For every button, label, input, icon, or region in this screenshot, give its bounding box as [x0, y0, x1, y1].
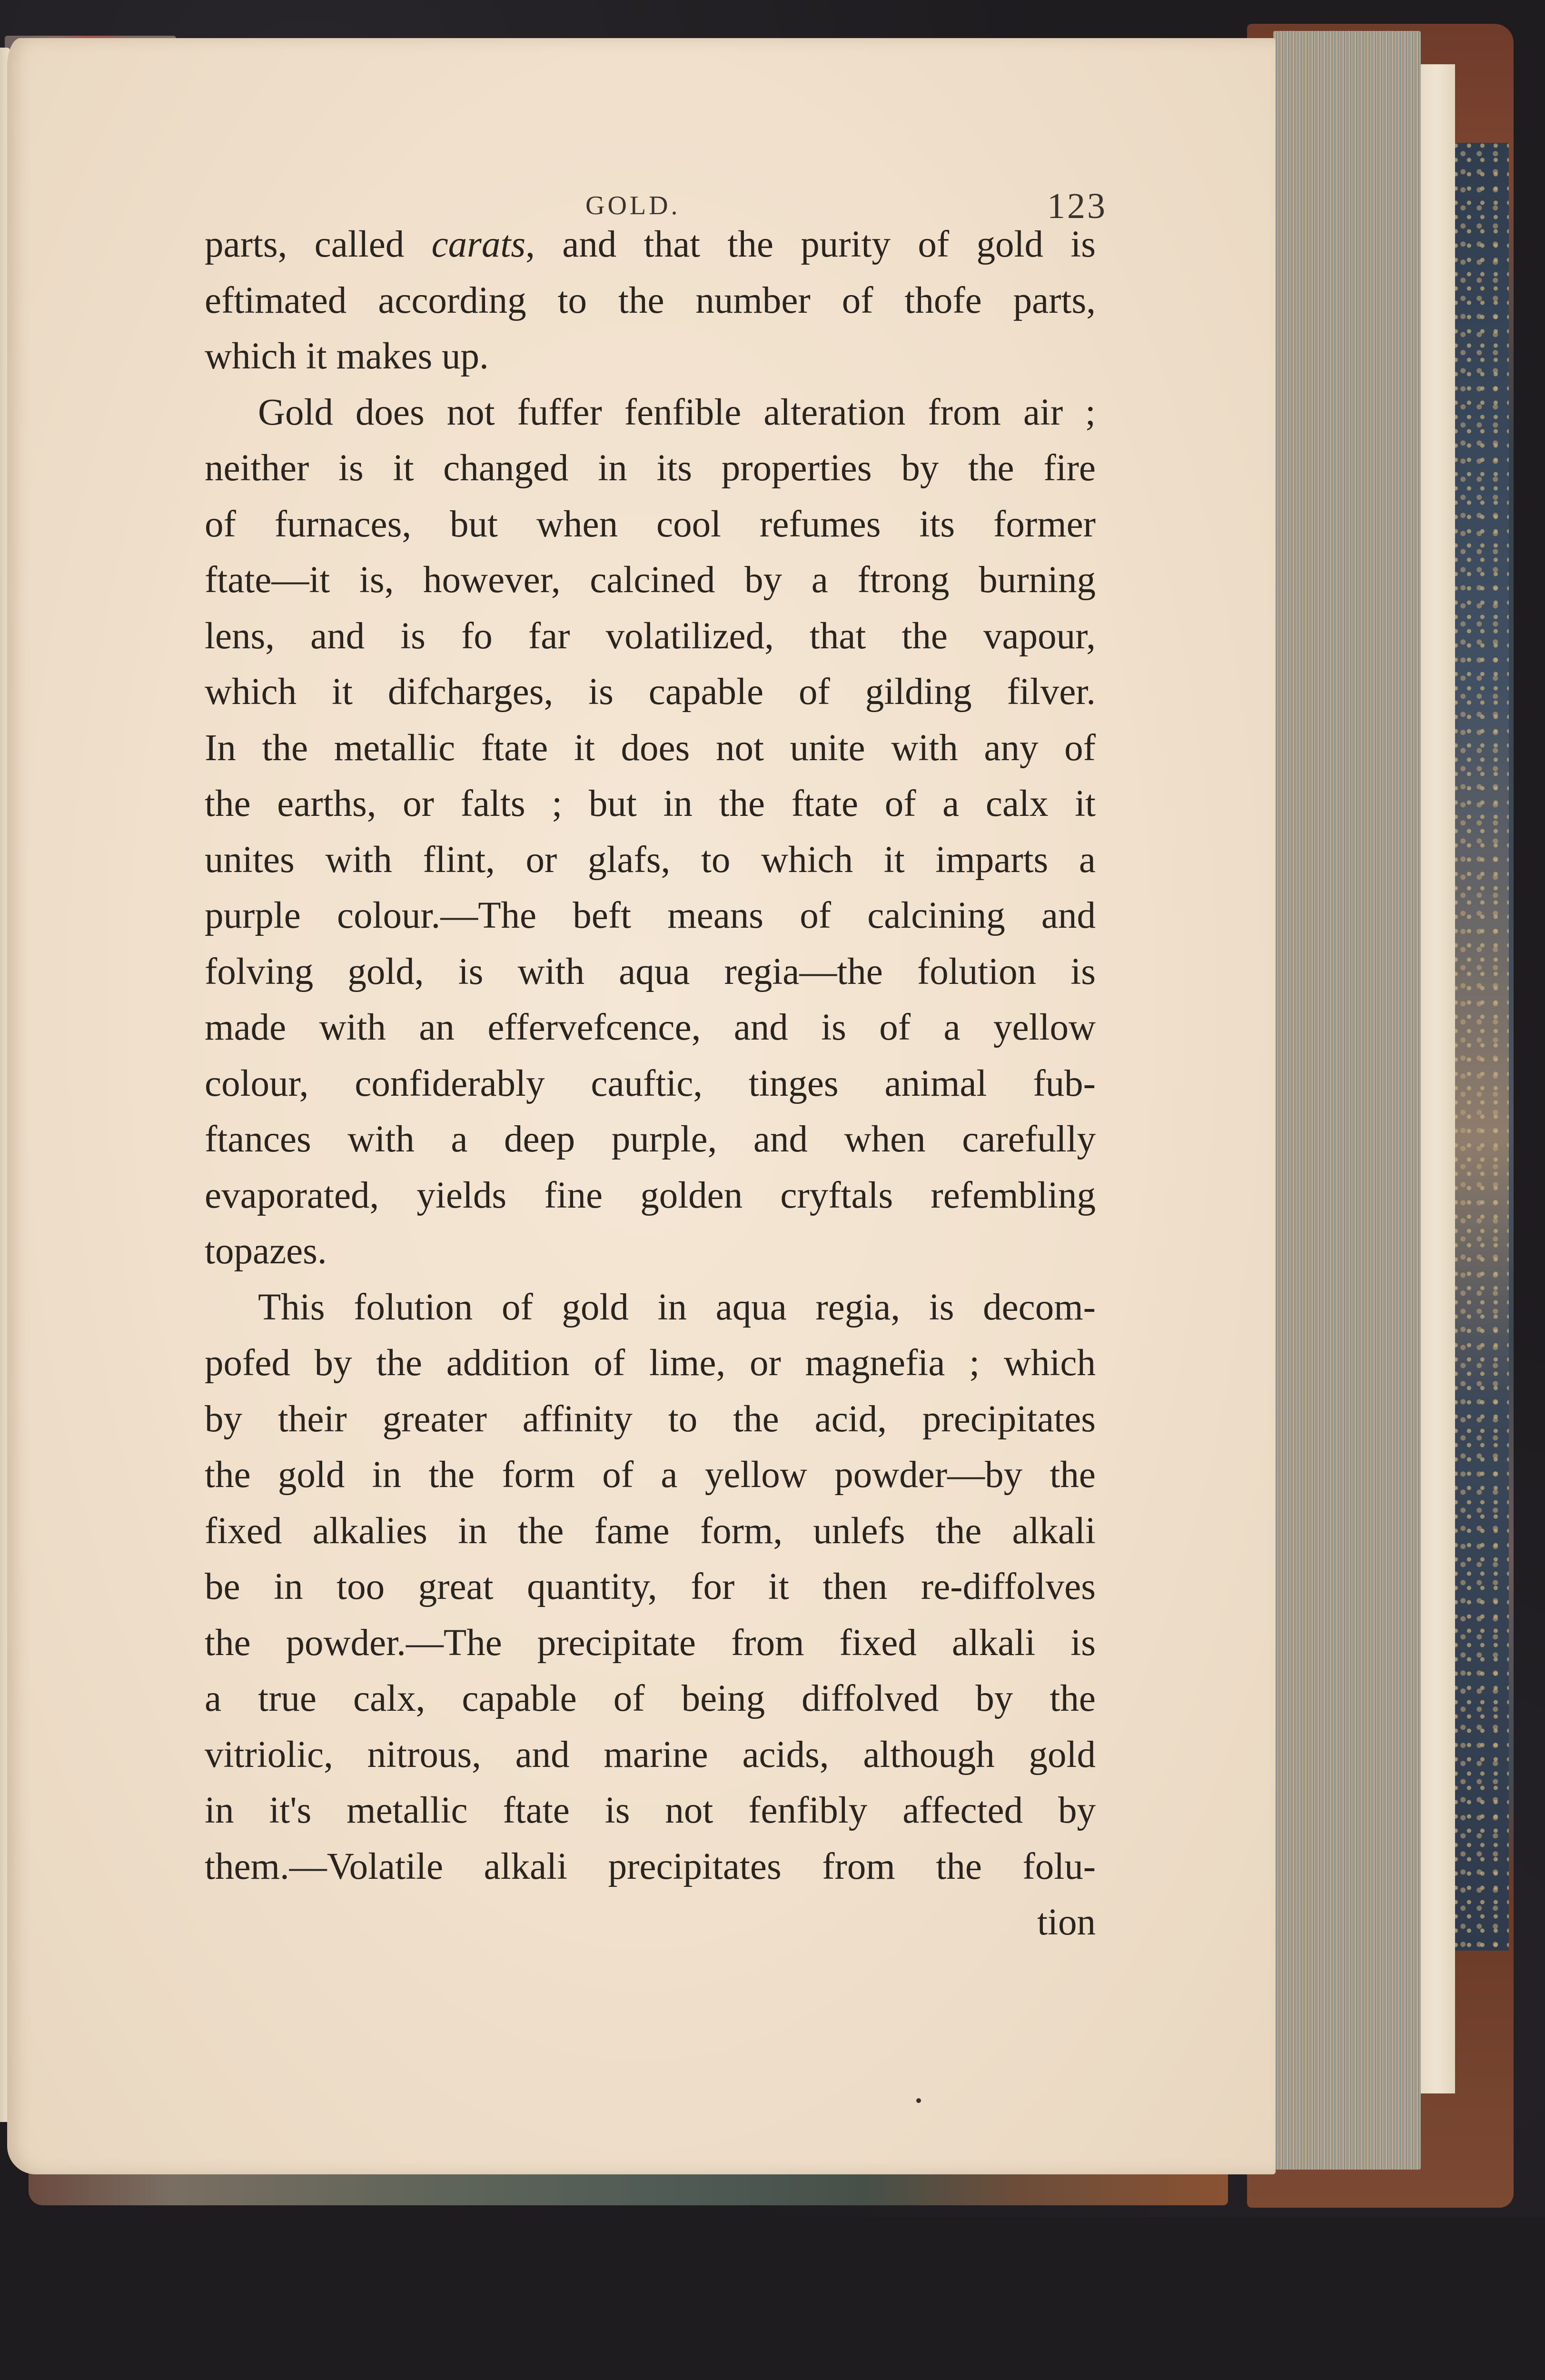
text-segment: colour, confiderably cauftic, tinges animal fub-	[205, 1062, 1096, 1104]
italic-term: carats	[431, 224, 526, 265]
text-line	[205, 440, 1096, 496]
text-line	[205, 385, 1096, 441]
text-segment: In the metallic ftate it does not unite with any of	[205, 727, 1096, 769]
text-line	[205, 1111, 1096, 1168]
marbled-cover-paper	[1452, 143, 1509, 1951]
signature-mark	[916, 2098, 921, 2103]
text-segment: purple colour.—The beft means of calcining and	[205, 895, 1096, 936]
catchword	[205, 1894, 1096, 1951]
text-segment: parts, called	[205, 224, 432, 265]
book-page	[7, 38, 1276, 2174]
text-line	[205, 1447, 1096, 1503]
text-line	[205, 1671, 1096, 1727]
text-line	[205, 1335, 1096, 1391]
text-segment: unites with flint, or glafs, to which it imparts a	[205, 839, 1096, 881]
text-segment: vitriolic, nitrous, and marine acids, although gold	[205, 1734, 1096, 1775]
text-line	[205, 776, 1096, 832]
page-number: 123	[1047, 186, 1107, 226]
text-line	[205, 1503, 1096, 1559]
text-segment: which it makes up.	[205, 336, 489, 377]
text-segment: the gold in the form of a yellow powder—by the	[205, 1454, 1096, 1496]
text-segment: topazes.	[205, 1230, 327, 1272]
text-segment: fixed alkalies in the fame form, unlefs the alkali	[205, 1510, 1096, 1552]
text-segment: by their greater affinity to the acid, precipitates	[205, 1398, 1096, 1440]
text-line	[205, 608, 1096, 664]
text-line	[205, 552, 1096, 608]
text-line	[205, 832, 1096, 888]
text-line	[205, 1000, 1096, 1056]
text-line	[205, 328, 1096, 385]
text-segment: neither is it changed in its properties by the fire	[205, 447, 1096, 489]
text-line	[205, 1839, 1096, 1895]
text-segment: which it difcharges, is capable of gilding filver.	[205, 671, 1096, 713]
text-segment: Gold does not fuffer fenfible alteration from air ;	[258, 391, 1096, 433]
text-segment: in it's metallic ftate is not fenfibly affected by	[205, 1790, 1096, 1831]
text-line	[205, 1783, 1096, 1839]
text-line	[205, 1727, 1096, 1783]
text-segment: made with an effervefcence, and is of a yellow	[205, 1007, 1096, 1048]
text-line	[205, 217, 1096, 273]
text-segment: evaporated, yields fine golden cryftals refembling	[205, 1174, 1096, 1216]
text-segment: , and that the purity of gold is	[525, 224, 1096, 265]
text-segment: of furnaces, but when cool refumes its former	[205, 503, 1096, 545]
text-segment: ftances with a deep purple, and when carefully	[205, 1119, 1096, 1160]
text-line	[205, 1559, 1096, 1615]
text-line	[205, 1223, 1096, 1279]
text-segment: tion	[1037, 1902, 1096, 1943]
text-segment: be in too great quantity, for it then re-diffolves	[205, 1566, 1096, 1607]
text-segment: folving gold, is with aqua regia—the folution is	[205, 951, 1096, 992]
text-segment: the powder.—The precipitate from fixed alkali is	[205, 1622, 1096, 1664]
text-line	[205, 273, 1096, 329]
body-text	[205, 217, 1096, 1951]
page-block-edges	[1273, 31, 1421, 2170]
running-head-title: GOLD.	[585, 191, 681, 220]
text-line	[205, 1391, 1096, 1448]
text-segment: the earths, or falts ; but in the ftate of a calx it	[205, 783, 1096, 824]
text-line	[205, 888, 1096, 944]
text-segment: pofed by the addition of lime, or magnefia ; which	[205, 1342, 1096, 1384]
text-line	[205, 1615, 1096, 1671]
text-line	[205, 720, 1096, 776]
text-segment: eftimated according to the number of thofe parts,	[205, 279, 1096, 321]
text-segment: lens, and is fo far volatilized, that the vapour,	[205, 615, 1096, 657]
text-segment: them.—Volatile alkali precipitates from the folu-	[205, 1845, 1096, 1887]
text-line	[205, 1056, 1096, 1112]
text-segment: This folution of gold in aqua regia, is decom-	[258, 1286, 1096, 1328]
endpaper-strip	[1421, 64, 1455, 2093]
text-segment: a true calx, capable of being diffolved by the	[205, 1678, 1096, 1719]
text-line	[205, 944, 1096, 1000]
text-line	[205, 1168, 1096, 1224]
text-line	[205, 496, 1096, 553]
text-segment: ftate—it is, however, calcined by a ftrong burning	[205, 559, 1096, 601]
text-line	[205, 664, 1096, 720]
text-line	[205, 1279, 1096, 1336]
